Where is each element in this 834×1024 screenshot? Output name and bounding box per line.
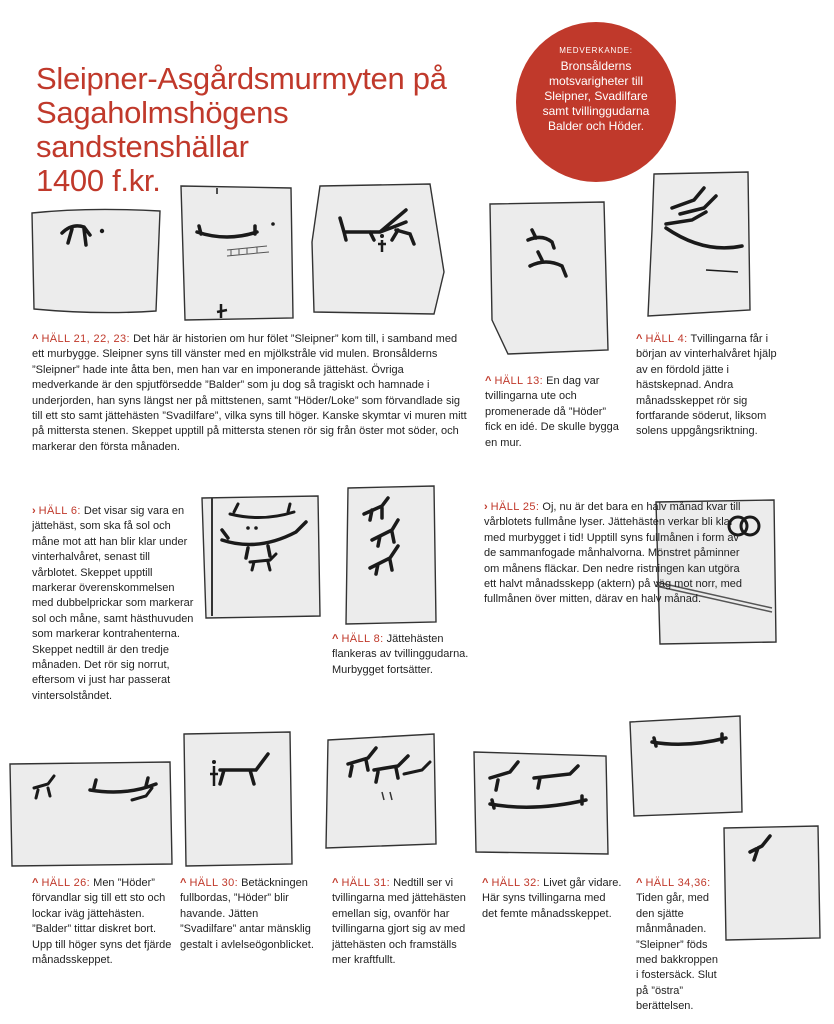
caption-hall-8 <box>332 632 482 678</box>
caption-label: HÄLL 13: <box>494 375 544 387</box>
caption-hall-25 <box>484 500 748 608</box>
stone-23-image <box>310 182 448 318</box>
caption-arrow-icon: ^ <box>485 375 492 387</box>
stone-13-image <box>486 200 612 356</box>
caption-arrow-icon: ^ <box>636 877 643 889</box>
caption-text: Tvillingarna får i början av vinterhalvåret hjälp av en fördold jätte i hästskepnad. Andra månadsskeppet rör sig fortfarande söderut, liksom solens uppgångsriktning. <box>636 333 777 438</box>
caption-label: HÄLL 4: <box>645 333 688 345</box>
caption-text: Nedtill ser vi tvillingarna med jättehästen emellan sig, ovanför har tvillingarna gjort sig av med jättehästen och framställs mer kraftfullt. <box>332 877 466 967</box>
caption-text: Det här är historien om hur fölet ”Sleipner” kom till, i samband med ett murbygge. Sleipner syns till vänster med en mjölkstråle vid mulen. Bronsålderns ”Sleipner” hade inte åtta ben, men han var en imponerande jättehäst. Övriga medverkande är den spjutförsedde ”Balder” som ju dog så tragiskt och hamnade i underjorden, han syns längst ner på mittstenen, samt ”Höder/Loke” som förvandlade sig till ett sto samt jättehästen ”Svadilfare”, vilka syns till höger. Kanske skymtar vi muren mitt på mittersta stenen. Skeppet upptill på mittersta stenen rör sig från öster mot söder, och markerar den första månaden. <box>32 333 467 453</box>
stone-31-image <box>322 730 440 850</box>
caption-arrow-icon: › <box>484 501 488 513</box>
caption-hall-13 <box>485 374 625 451</box>
caption-label: HÄLL 34,36: <box>645 877 711 889</box>
title-line-3: 1400 f.kr. <box>36 163 161 198</box>
caption-text: Betäckningen fullbordas, ”Höder” blir havande. Jätten ”Svadilfare” antar mänsklig gestalt i avlelseögonblicket. <box>180 877 314 951</box>
caption-arrow-icon: ^ <box>32 333 39 345</box>
caption-label: HÄLL 21, 22, 23: <box>41 333 130 345</box>
caption-arrow-icon: ^ <box>636 333 643 345</box>
caption-hall-6 <box>32 504 196 704</box>
caption-arrow-icon: ^ <box>332 877 339 889</box>
caption-text: Jättehästen flankeras av tvillinggudarna. Murbygget fortsätter. <box>332 633 469 676</box>
caption-hall-21-22-23 <box>32 332 472 455</box>
stone-21-image <box>28 205 166 315</box>
caption-hall-32 <box>482 876 622 922</box>
stone-6-image <box>198 492 324 620</box>
caption-hall-4 <box>636 332 780 440</box>
page-title <box>36 62 506 198</box>
stone-4-image <box>644 170 754 318</box>
caption-text: En dag var tvillingarna ute och promenerade då ”Höder” fick en idé. De skulle bygga en mur. <box>485 375 619 449</box>
stone-34-image <box>626 712 746 820</box>
caption-label: HÄLL 31: <box>341 877 391 889</box>
caption-arrow-icon: ^ <box>32 877 39 889</box>
caption-hall-34-36 <box>636 876 720 1015</box>
badge-label: MEDVERKANDE: <box>559 46 633 55</box>
caption-arrow-icon: ^ <box>332 633 339 645</box>
caption-arrow-icon: › <box>32 505 36 517</box>
caption-label: HÄLL 25: <box>490 501 540 513</box>
caption-text: Men ”Höder” förvandlar sig till ett sto och lockar iväg jättehästen. ”Balder” tittar diskret bort. Upp till höger syns det fjärde månadsskeppet. <box>32 877 172 967</box>
caption-hall-26 <box>32 876 172 968</box>
caption-text: Livet går vidare. Här syns tvillingarna med det femte månadsskeppet. <box>482 877 622 920</box>
caption-label: HÄLL 30: <box>189 877 239 889</box>
stone-30-image <box>180 730 296 868</box>
caption-hall-30 <box>180 876 314 953</box>
caption-label: HÄLL 32: <box>491 877 541 889</box>
caption-text: Oj, nu är det bara en halv månad kvar till vårblotets fullmåne lyser. Jättehästen verkar bli klar med murbygget i tid! Upptill syns fullmånen i form av de sammanfogade månhalvorna. Mönstret påminner om månens fläckar. Den nedre ristningen kan utgöra ett halvt månadsskepp (aktern) på väg mot norr, med fullmånen över mitten, därav en halv månad. <box>484 501 743 606</box>
title-line-1: Sleipner-Asgårdsmurmyten på <box>36 61 447 96</box>
title-line-2: Sagaholmshögens sandstenshällar <box>36 95 289 164</box>
participants-badge <box>516 22 676 182</box>
caption-arrow-icon: ^ <box>482 877 489 889</box>
caption-arrow-icon: ^ <box>180 877 187 889</box>
caption-hall-31 <box>332 876 468 968</box>
badge-text: Bronsålderns motsvarigheter till Sleipner, Svadilfare samt tvillinggudarna Balder och Höder. <box>542 59 650 133</box>
stone-8-image <box>342 484 440 626</box>
caption-label: HÄLL 8: <box>341 633 384 645</box>
caption-text: Tiden går, med den sjätte månmånaden. ”Sleipner” föds med bakkroppen i fostersäck. Slut på ”östra” berättelsen. <box>636 892 718 1013</box>
stone-32-image <box>470 748 612 858</box>
stone-36-image <box>720 824 824 942</box>
stone-26-image <box>6 760 176 868</box>
caption-text: Det visar sig vara en jättehäst, som ska få sol och måne mot att han blir klar under vinterhalvåret, senast till vårblotet. Skeppet upptill markerar överenskommelsen med dubbelprickar som markerar sol och måne, samt hästhuvuden som markerar kontrahenterna. Skeppet nedtill är den tredje månaden. Det rör sig norrut, eftersom vi just har passerat vintersolståndet. <box>32 505 194 702</box>
caption-label: HÄLL 6: <box>38 505 81 517</box>
stone-22-image <box>177 184 297 322</box>
caption-label: HÄLL 26: <box>41 877 91 889</box>
